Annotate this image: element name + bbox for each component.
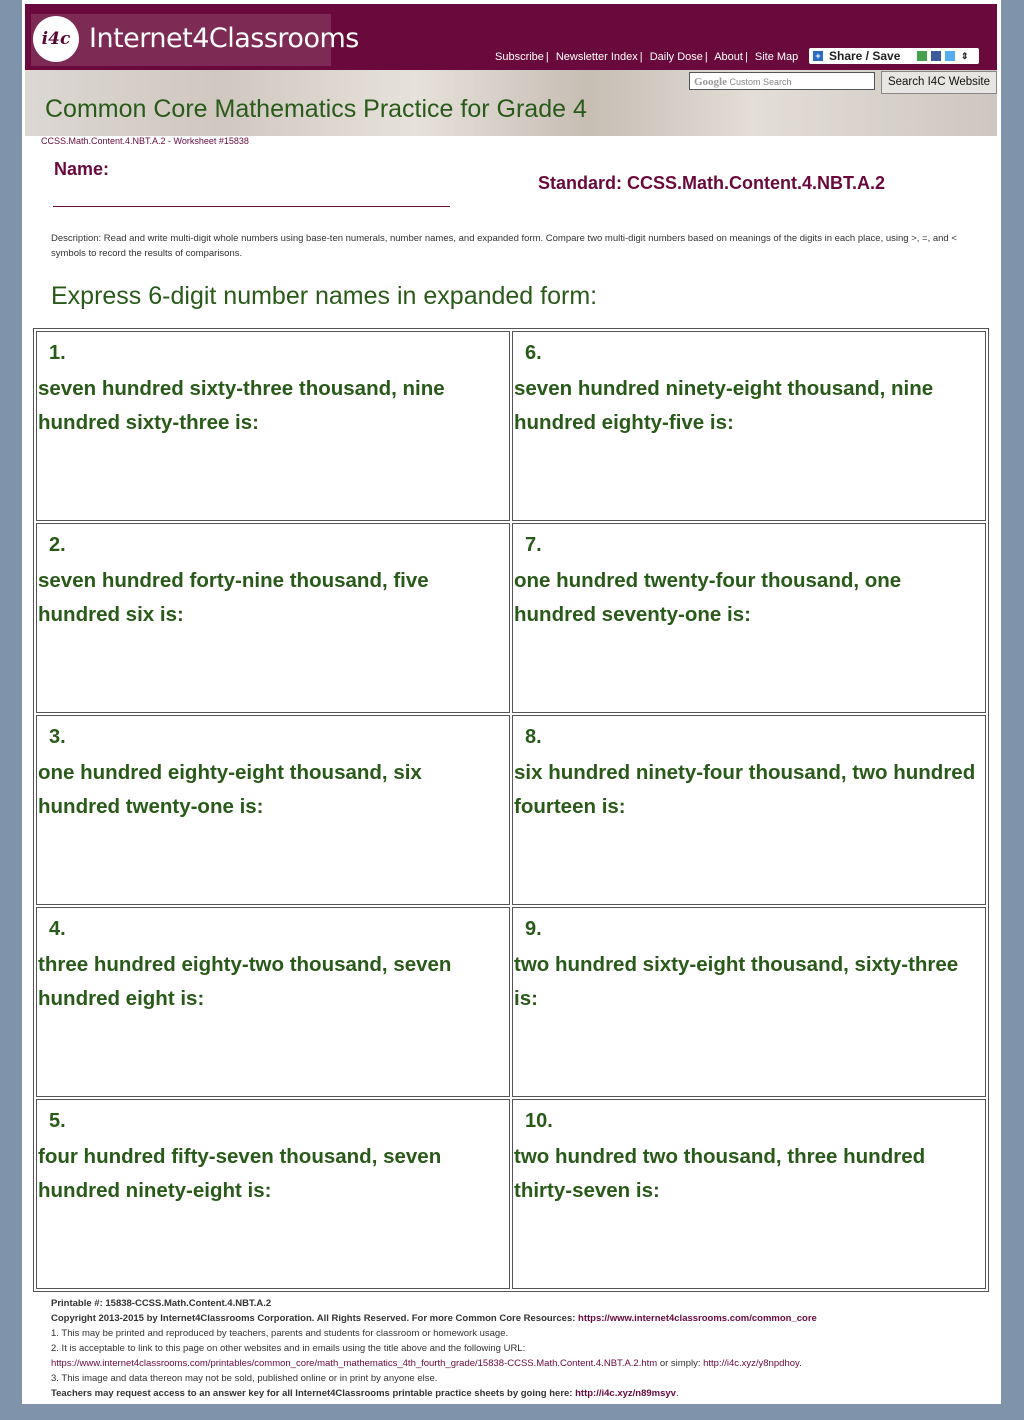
plus-icon: +: [813, 51, 823, 61]
problem-number: 10.: [525, 1110, 553, 1132]
search-placeholder: Custom Search: [729, 77, 792, 87]
nav-link-newsletter-index[interactable]: Newsletter Index: [555, 51, 638, 63]
standard-label: Standard: CCSS.Math.Content.4.NBT.A.2: [538, 173, 886, 193]
nav-link-subscribe[interactable]: Subscribe: [495, 51, 544, 63]
problem-cell: [512, 331, 986, 521]
problem-text: seven hundred ninety-eight thousand, nine hundred eighty-five is:: [514, 377, 934, 434]
worksheet-url-link[interactable]: https://www.internet4classrooms.com/printables/common_core/math_mathematics_4th_fourth_grade/15838-CCSS.Math.Content.4.NBT.A.2.htm: [51, 1358, 658, 1369]
share-save-button[interactable]: [809, 48, 979, 64]
banner: [25, 70, 997, 136]
problem-text: four hundred fifty-seven thousand, seven hundred ninety-eight is:: [38, 1145, 442, 1202]
problem-text: one hundred eighty-eight thousand, six hundred twenty-one is:: [38, 761, 422, 818]
problem-grid: [33, 328, 989, 1292]
problem-cell: [36, 331, 510, 521]
problem-number: 9.: [525, 918, 542, 940]
nav-separator: |: [545, 51, 549, 63]
logo-badge-icon: i4c: [33, 16, 79, 62]
short-url-link[interactable]: http://i4c.xyz/y8npdhoy: [703, 1358, 800, 1369]
nav-link-about[interactable]: About: [714, 51, 743, 63]
footer: Printable #: 15838-CCSS.Math.Content.4.NBT.A.2 Copyright 2013-2015 by Internet4Classrooms Corporation. All Rights Reserved. For more Common Core Resources: https://www.internet4classrooms.com/common_core 1. This may be printed and reproduced by teachers, parents and students for classroom or homework usage. 2. It is acceptable to link to this page on other websites and in emails using the title above and the following URL: https://www.internet4classrooms.com/printables/common_core/math_mathematics_4th_fourth_grade/15838-CCSS.Math.Content.4.NBT.A.2.htm or simply: http://i4c.xyz/y8npdhoy. 3. This image and data thereon may not be sold, published online or in print by anyone else. Teachers may request access to an answer key for all Internet4Classrooms printable practice sheets by going here: http://i4c.xyz/n89msyv.: [51, 1296, 991, 1401]
problem-text: one hundred twenty-four thousand, one hundred seventy-one is:: [514, 569, 902, 626]
problem-cell: [36, 1099, 510, 1289]
nav-link-daily-dose[interactable]: Daily Dose: [649, 51, 703, 63]
problem-text: two hundred two thousand, three hundred thirty-seven is:: [514, 1145, 926, 1202]
name-line: [53, 206, 450, 207]
printable-number: Printable #: 15838-CCSS.Math.Content.4.NBT.A.2: [51, 1298, 272, 1309]
name-label: Name:: [54, 159, 110, 179]
usage-note-2: 2. It is acceptable to link to this page on other websites and in emails using the title above and the following URL:: [51, 1343, 526, 1354]
problem-number: 3.: [49, 726, 66, 748]
copyright-text: Copyright 2013-2015 by Internet4Classrooms Corporation. All Rights Reserved. For more Common Core Resources:: [51, 1313, 576, 1324]
answer-key-text: Teachers may request access to an answer key for all Internet4Classrooms printable practice sheets by going here:: [51, 1388, 573, 1399]
page-title: Common Core Mathematics Practice for Grade 4: [45, 95, 587, 123]
problem-cell: [512, 523, 986, 713]
problem-number: 6.: [525, 342, 542, 364]
problem-text: seven hundred sixty-three thousand, nine hundred sixty-three is:: [38, 377, 445, 434]
worksheet-page: [22, 0, 1001, 1404]
problem-cell: [512, 907, 986, 1097]
problem-cell: [512, 1099, 986, 1289]
answer-key-link[interactable]: http://i4c.xyz/n89msyv: [575, 1388, 676, 1399]
facebook-icon: [931, 51, 941, 61]
nav-link-site-map[interactable]: Site Map: [754, 51, 799, 63]
usage-note-3: 3. This image and data thereon may not be sold, published online or in print by anyone else.: [51, 1373, 438, 1384]
problem-cell: [36, 715, 510, 905]
twitter-icon: [945, 51, 955, 61]
instruction: Express 6-digit number names in expanded form:: [51, 282, 598, 310]
problem-text: six hundred ninety-four thousand, two hundred fourteen is:: [514, 761, 976, 818]
problem-cell: [36, 907, 510, 1097]
usage-note-1: 1. This may be printed and reproduced by teachers, parents and students for classroom or homework usage.: [51, 1328, 509, 1339]
search-button[interactable]: Search I4C Website: [881, 71, 997, 94]
email-share-icon: [917, 51, 927, 61]
nav-separator: |: [704, 51, 708, 63]
problem-number: 7.: [525, 534, 542, 556]
nav-separator: |: [744, 51, 748, 63]
problem-number: 5.: [49, 1110, 66, 1132]
search-input[interactable]: [689, 72, 875, 90]
problem-text: seven hundred forty-nine thousand, five hundred six is:: [38, 569, 429, 626]
site-logo[interactable]: [31, 14, 359, 66]
nav-separator: |: [639, 51, 643, 63]
problem-number: 8.: [525, 726, 542, 748]
problem-cell: [512, 715, 986, 905]
chevron-updown-icon: ⇕: [961, 51, 969, 61]
google-logo: Google: [694, 76, 727, 88]
problem-number: 4.: [49, 918, 66, 940]
problem-number: 2.: [49, 534, 66, 556]
worksheet-id: CCSS.Math.Content.4.NBT.A.2 - Worksheet #15838: [41, 136, 249, 146]
share-label: Share / Save: [829, 49, 901, 63]
site-header: [25, 4, 997, 70]
or-simply-text: or simply:: [659, 1358, 701, 1369]
problem-text: two hundred sixty-eight thousand, sixty-three is:: [514, 953, 959, 1010]
problem-text: three hundred eighty-two thousand, seven hundred eight is:: [38, 953, 452, 1010]
problem-cell: [36, 523, 510, 713]
logo-text: Internet4Classrooms: [89, 23, 359, 54]
description: Description: Read and write multi-digit whole numbers using base-ten numerals, number names, and expanded form. Compare two multi-digit numbers based on meanings of the digits in each place, using >, =, and < symbols to record the results of comparisons.: [51, 233, 957, 259]
common-core-link[interactable]: https://www.internet4classrooms.com/common_core: [578, 1313, 817, 1324]
problem-number: 1.: [49, 342, 66, 364]
top-nav: [495, 51, 798, 63]
